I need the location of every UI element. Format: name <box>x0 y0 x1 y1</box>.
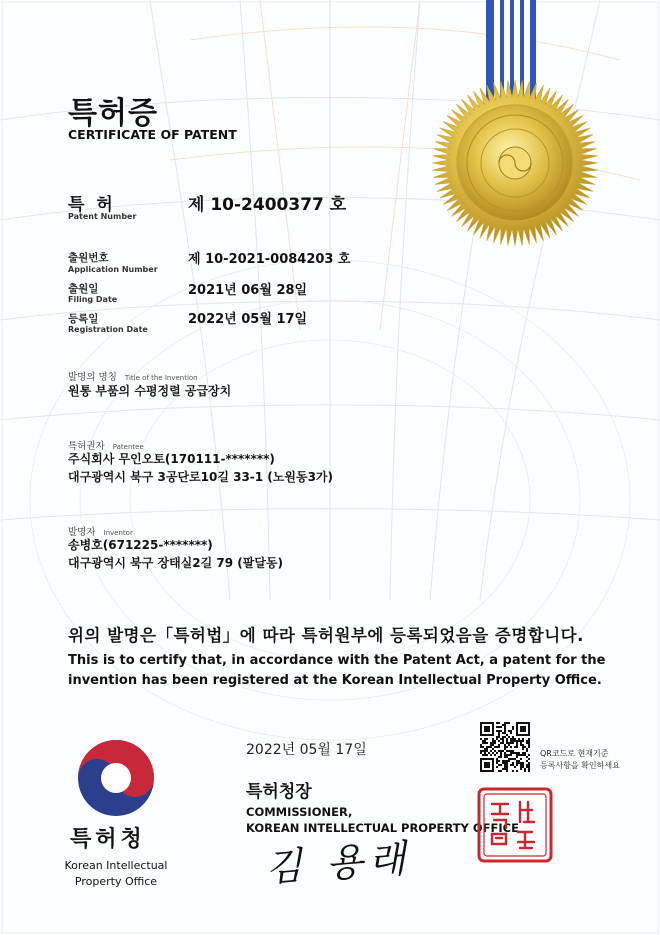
certificate-title-en: CERTIFICATE OF PATENT <box>68 127 237 142</box>
patentee-label-ko: 특허권자 <box>68 441 105 452</box>
certificate-title-ko: 특허증 <box>68 96 158 131</box>
commissioner-signature: 김 용래 <box>263 835 413 891</box>
patent-number-label-en: Patent Number <box>68 212 137 221</box>
inventor-name: 송병호(671225-*******) <box>68 538 213 552</box>
application-number-label-ko: 출원번호 <box>68 252 109 264</box>
issue-date: 2022년 05월 17일 <box>246 742 367 758</box>
agency-name-ko: 특허청 <box>70 827 146 852</box>
invention-title: 원통 부품의 수평정렬 공급장치 <box>68 384 232 398</box>
filing-date-value: 2021년 06월 28일 <box>188 283 308 298</box>
declaration-en-line2: invention has been registered at the Korean Intellectual Property Office. <box>68 673 602 688</box>
registration-date-label-en: Registration Date <box>68 325 148 334</box>
qr-caption-line2: 등록사항을 확인하세요 <box>540 761 620 770</box>
application-number-label-en: Application Number <box>68 265 158 274</box>
inventor-label-en: Inventor <box>103 529 133 537</box>
qr-caption-line1: QR코드로 현재기준 <box>540 749 609 758</box>
filing-date-label-ko: 출원일 <box>68 283 99 295</box>
patentee-address: 대구광역시 북구 3공단로10길 33-1 (노원동3가) <box>68 470 333 484</box>
invention-label-en: Title of the Invention <box>124 374 198 382</box>
registration-date-label-ko: 등록일 <box>68 313 99 325</box>
commissioner-title-en-line2: KOREAN INTELLECTUAL PROPERTY OFFICE <box>246 821 519 835</box>
official-red-seal-icon <box>476 786 554 864</box>
registration-date-value: 2022년 05월 17일 <box>188 312 308 327</box>
application-number-value: 제 10-2021-0084203 호 <box>188 252 351 267</box>
filing-date-label-en: Filing Date <box>68 295 118 304</box>
agency-name-en-line2: Property Office <box>74 875 158 888</box>
patent-number-value: 제 10-2400377 호 <box>188 195 347 215</box>
inventor-label-ko: 발명자 <box>68 527 96 538</box>
invention-label-ko: 발명의 명칭 <box>68 372 117 383</box>
agency-name-en-line1: Korean Intellectual <box>64 859 168 872</box>
patent-number-label-ko: 특 허 <box>68 195 116 215</box>
declaration-ko: 위의 발명은「특허법」에 따라 특허원부에 등록되었음을 증명합니다. <box>68 626 584 645</box>
commissioner-title-en-line1: COMMISSIONER, <box>246 805 353 819</box>
patentee-name: 주식회사 무인오토(170111-*******) <box>68 452 275 466</box>
inventor-address: 대구광역시 북구 장태실2길 79 (팔달동) <box>68 556 284 570</box>
patentee-label-en: Patentee <box>112 443 144 451</box>
declaration-en-line1: This is to certify that, in accordance with the Patent Act, a patent for the <box>68 653 606 668</box>
kipo-logo-icon <box>76 738 156 818</box>
qr-code-icon[interactable] <box>480 722 530 772</box>
commissioner-title-ko: 특허청장 <box>246 782 312 802</box>
gold-seal-icon <box>430 78 600 248</box>
